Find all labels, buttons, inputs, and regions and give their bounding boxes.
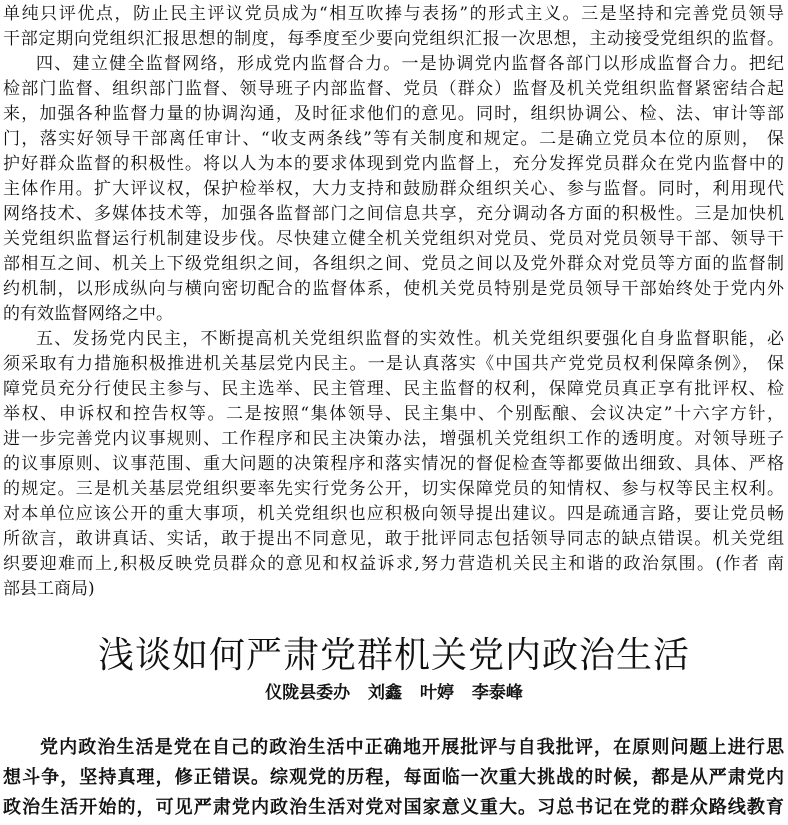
article-byline [0,682,788,704]
byline-author: 叶婷 [419,683,454,703]
body-line: 约机制，以形成纵向与横向密切配合的监督体系，使机关党员特别是党员领导干部始终处于党内外 [3,279,784,299]
body-line: 的议事原则、议事范围、重大问题的决策程序和落实情况的督促检查等都要做出细致、具体、严格 [3,454,784,474]
body-line: 护好群众监督的积极性。将以人为本的要求体现到党内监督上，充分发挥党员群众在党内监督中的 [3,154,784,174]
body-line: 的有效监督网络之中。 [3,304,173,324]
body-line: 部相互之间、机关上下级党组织之间，各组织之间、党员之间以及党外群众对党员等方面的监督制 [3,254,784,274]
body-line: 部县工商局) [3,579,95,599]
body-line: 进一步完善党内议事规则、工作程序和民主决策办法，增强机关党组织工作的透明度。对领导班子 [3,429,784,449]
body-line: 网络技术、多媒体技术等，加强各监督部门之间信息共享，充分调动各方面的积极性。三是加快机 [3,204,784,224]
body-line: 党内政治生活是党在自己的政治生活中正确地开展批评与自我批评，在原则问题上进行思 [40,737,784,758]
body-line: 关党组织监督运行机制建设步伐。尽快建立健全机关党组织对党员、党员对党员领导干部、领导干 [3,229,784,249]
body-line: 举权、申诉权和控告权等。二是按照“集体领导、民主集中、个别酝酿、会议决定”十六字方针， [3,404,784,424]
body-line: 单纯只评优点，防止民主评议党员成为“相互吹捧与表扬”的形式主义。三是坚持和完善党员领导 [3,4,784,24]
body-line: 主体作用。扩大评议权，保护检举权，大力支持和鼓励群众组织关心、参与监督。同时，利用现代 [3,179,784,199]
article-body [3,733,784,823]
paragraph [3,52,784,327]
body-line: 干部定期向党组织汇报思想的制度，每季度至少要向党组织汇报一次思想，主动接受党组织的监督。 [3,29,784,49]
body-line: 四、建立健全监督网络，形成党内监督合力。一是协调党内监督各部门以形成监督合力。把纪 [36,54,784,74]
byline-organization: 仪陇县委办 [265,683,351,703]
body-line: 检部门监督、组织部门监督、领导班子内部监督、党员（群众）监督及机关党组织监督紧密结合起 [3,79,784,99]
body-line: 对本单位应该公开的重大事项，机关党组织也应积极向领导提出建议。四是疏通言路，要让党员畅 [3,504,784,524]
body-line: 所欲言，敢讲真话、实话，敢于提出不同意见，敢于批评同志包括领导同志的缺点错误。机关党组 [3,529,784,549]
byline-author: 刘鑫 [368,683,403,703]
byline-author: 李泰峰 [471,683,523,703]
body-line: 障党员充分行使民主参与、民主选举、民主管理、民主监督的权利，保障党员真正享有批评权、检 [3,379,784,399]
body-line: 来，加强各种监督力量的协调沟通，及时征求他们的意见。同时，组织协调公、检、法、审计等部 [3,104,784,124]
body-line: 织要迎难而上,积极反映党员群众的意见和权益诉求,努力营造机关民主和谐的政治氛围。(作者 南 [3,554,784,574]
paragraph [3,733,784,823]
previous-article-body [3,2,784,602]
body-line: 的规定。三是机关基层党组织要率先实行党务公开，切实保障党员的知情权、参与权等民主权利。 [3,479,784,499]
body-line: 门，落实好领导干部离任审计、“收支两条线”等有关制度和规定。二是确立党员本位的原则， 保 [3,129,784,149]
paragraph [3,327,784,602]
body-line: 须采取有力措施积极推进机关基层党内民主。一是认真落实《中国共产党党员权利保障条例》， 保 [3,354,784,374]
paragraph [3,2,784,52]
body-line: 政治生活开始的，可见严肃党内政治生活对党对国家意义重大。习总书记在党的群众路线教育 [3,797,784,818]
body-line: 想斗争，坚持真理，修正错误。综观党的历程，每面临一次重大挑战的时候，都是从严肃党内 [3,767,784,788]
body-line: 五、发扬党内民主，不断提高机关党组织监督的实效性。机关党组织要强化自身监督职能，必 [36,329,784,349]
article-title: 浅谈如何严肃党群机关党内政治生活 [97,635,690,676]
